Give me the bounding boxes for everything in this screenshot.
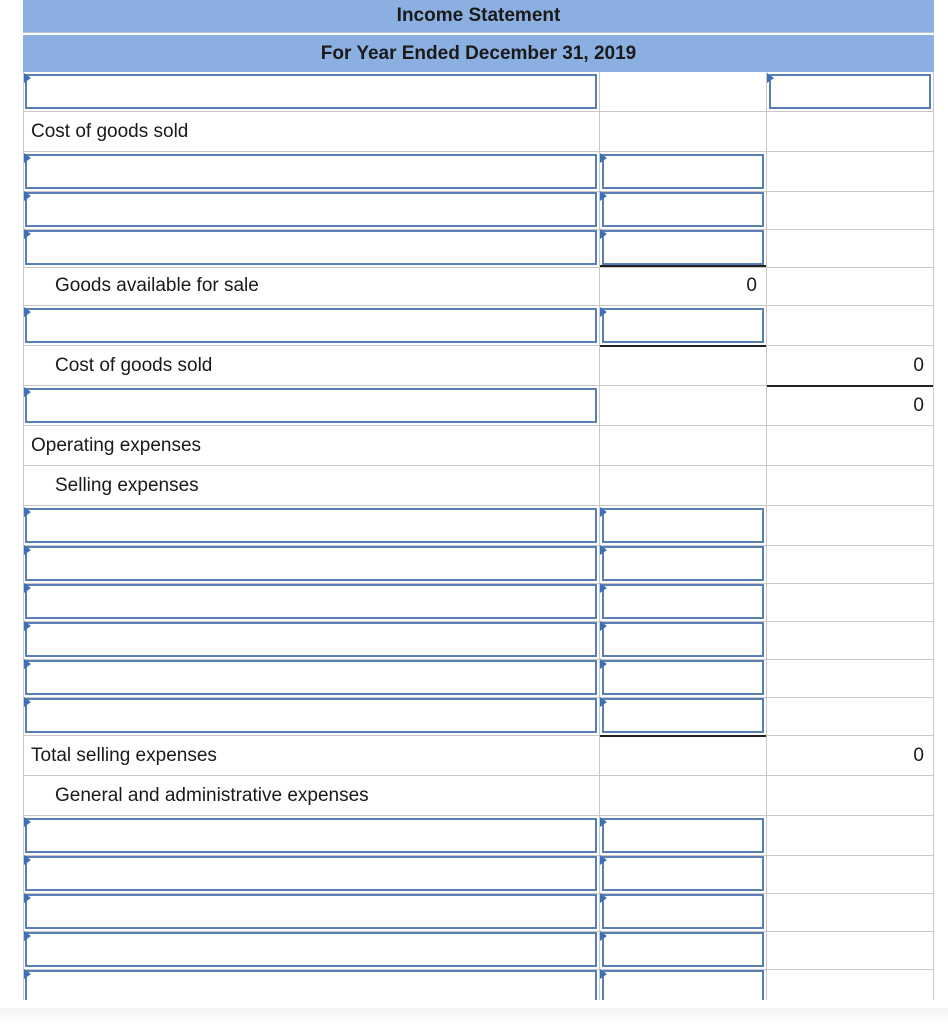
account-input[interactable] bbox=[25, 622, 597, 657]
gen-admin-input-row bbox=[23, 930, 934, 970]
gen-admin-input-row bbox=[23, 892, 934, 932]
account-input[interactable] bbox=[25, 308, 597, 343]
amount-input[interactable] bbox=[602, 622, 764, 657]
dropdown-marker-icon bbox=[600, 583, 607, 593]
sales-amount-cell[interactable] bbox=[767, 72, 934, 112]
dropdown-marker-icon bbox=[600, 817, 607, 827]
dropdown-marker-icon bbox=[24, 969, 31, 979]
selling-input-row bbox=[23, 658, 934, 698]
amount-input[interactable] bbox=[602, 818, 764, 853]
selling-input-row bbox=[23, 582, 934, 622]
dropdown-marker-icon bbox=[600, 931, 607, 941]
dropdown-marker-icon bbox=[600, 507, 607, 517]
selling-expenses-row bbox=[23, 466, 934, 506]
amount-input[interactable] bbox=[602, 970, 764, 1000]
dropdown-marker-icon bbox=[24, 659, 31, 669]
dropdown-marker-icon bbox=[24, 621, 31, 631]
dropdown-marker-icon bbox=[24, 817, 31, 827]
account-input[interactable] bbox=[25, 970, 597, 1000]
account-input[interactable] bbox=[25, 154, 597, 189]
sales-amount-input[interactable] bbox=[769, 74, 931, 109]
dropdown-marker-icon bbox=[24, 855, 31, 865]
amount-input[interactable] bbox=[602, 894, 764, 929]
dropdown-marker-icon bbox=[24, 583, 31, 593]
statement-title: Income Statement bbox=[23, 0, 934, 33]
dropdown-marker-icon bbox=[600, 621, 607, 631]
total-selling-value: 0 bbox=[913, 745, 924, 766]
account-input[interactable] bbox=[25, 192, 597, 227]
dropdown-marker-icon bbox=[24, 229, 31, 239]
selling-input-row bbox=[23, 506, 934, 546]
selling-input-row bbox=[23, 696, 934, 736]
gen-admin-input-row bbox=[23, 968, 934, 1000]
amount-input[interactable] bbox=[602, 698, 764, 733]
dropdown-marker-icon bbox=[600, 659, 607, 669]
dropdown-marker-icon bbox=[24, 545, 31, 555]
gross-profit-row bbox=[23, 386, 934, 426]
cogs-input-row bbox=[23, 190, 934, 230]
dropdown-marker-icon bbox=[600, 545, 607, 555]
statement-period: For Year Ended December 31, 2019 bbox=[23, 34, 934, 72]
dropdown-marker-icon bbox=[600, 191, 607, 201]
dropdown-marker-icon bbox=[600, 153, 607, 163]
amount-input[interactable] bbox=[602, 230, 764, 265]
dropdown-marker-icon bbox=[24, 153, 31, 163]
selling-expenses-label: Selling expenses bbox=[55, 475, 199, 496]
operating-expenses-row bbox=[23, 426, 934, 466]
cogs-total-value: 0 bbox=[913, 355, 924, 376]
dropdown-marker-icon bbox=[24, 931, 31, 941]
account-input[interactable] bbox=[25, 546, 597, 581]
empty-cell bbox=[600, 72, 767, 112]
subtotal-rule bbox=[600, 735, 766, 737]
dropdown-marker-icon bbox=[24, 191, 31, 201]
cogs-input-row bbox=[23, 306, 934, 346]
amount-input[interactable] bbox=[602, 154, 764, 189]
account-input[interactable] bbox=[25, 932, 597, 967]
dropdown-marker-icon bbox=[24, 697, 31, 707]
amount-input[interactable] bbox=[602, 508, 764, 543]
sales-account-cell[interactable] bbox=[23, 72, 600, 112]
goods-available-row bbox=[23, 266, 934, 306]
cogs-input-row bbox=[23, 228, 934, 268]
gen-admin-row bbox=[23, 776, 934, 816]
selling-input-row bbox=[23, 544, 934, 584]
operating-expenses-label: Operating expenses bbox=[31, 435, 202, 456]
amount-input[interactable] bbox=[602, 660, 764, 695]
account-input[interactable] bbox=[25, 388, 597, 423]
dropdown-marker-icon bbox=[600, 893, 607, 903]
account-input[interactable] bbox=[25, 230, 597, 265]
dropdown-marker-icon bbox=[24, 507, 31, 517]
goods-available-label: Goods available for sale bbox=[55, 275, 259, 296]
account-input[interactable] bbox=[25, 660, 597, 695]
dropdown-marker-icon bbox=[600, 229, 607, 239]
sales-account-input[interactable] bbox=[25, 74, 597, 109]
income-statement-worksheet bbox=[23, 0, 934, 1000]
subtotal-rule bbox=[767, 385, 933, 387]
total-selling-row bbox=[23, 736, 934, 776]
dropdown-marker-icon bbox=[600, 855, 607, 865]
dropdown-marker-icon bbox=[24, 893, 31, 903]
gen-admin-label: General and administrative expenses bbox=[55, 785, 369, 806]
amount-input[interactable] bbox=[602, 546, 764, 581]
cogs-heading-row bbox=[23, 112, 934, 152]
dropdown-marker-icon bbox=[600, 969, 607, 979]
gen-admin-input-row bbox=[23, 854, 934, 894]
gen-admin-input-row bbox=[23, 816, 934, 856]
selling-input-row bbox=[23, 620, 934, 660]
amount-input[interactable] bbox=[602, 308, 764, 343]
dropdown-marker-icon bbox=[24, 307, 31, 317]
amount-input[interactable] bbox=[602, 856, 764, 891]
account-input[interactable] bbox=[25, 698, 597, 733]
cogs-total-label: Cost of goods sold bbox=[55, 355, 213, 376]
account-input[interactable] bbox=[25, 818, 597, 853]
total-selling-label: Total selling expenses bbox=[31, 745, 217, 766]
account-input[interactable] bbox=[25, 508, 597, 543]
subtotal-rule bbox=[600, 265, 766, 267]
cogs-input-row bbox=[23, 152, 934, 192]
sales-row bbox=[23, 72, 934, 112]
subtotal-rule bbox=[600, 345, 766, 347]
page-bottom-edge bbox=[0, 1008, 948, 1024]
account-input[interactable] bbox=[25, 856, 597, 891]
cogs-heading-label: Cost of goods sold bbox=[31, 121, 189, 142]
cogs-total-row bbox=[23, 346, 934, 386]
gross-profit-value: 0 bbox=[913, 395, 924, 416]
dropdown-marker-icon bbox=[24, 387, 31, 397]
dropdown-marker-icon bbox=[24, 73, 31, 83]
account-input[interactable] bbox=[25, 894, 597, 929]
amount-input[interactable] bbox=[602, 932, 764, 967]
amount-input[interactable] bbox=[602, 192, 764, 227]
dropdown-marker-icon bbox=[600, 697, 607, 707]
amount-input[interactable] bbox=[602, 584, 764, 619]
dropdown-marker-icon bbox=[600, 307, 607, 317]
dropdown-marker-icon bbox=[767, 73, 774, 83]
account-input[interactable] bbox=[25, 584, 597, 619]
goods-available-value: 0 bbox=[746, 275, 757, 296]
